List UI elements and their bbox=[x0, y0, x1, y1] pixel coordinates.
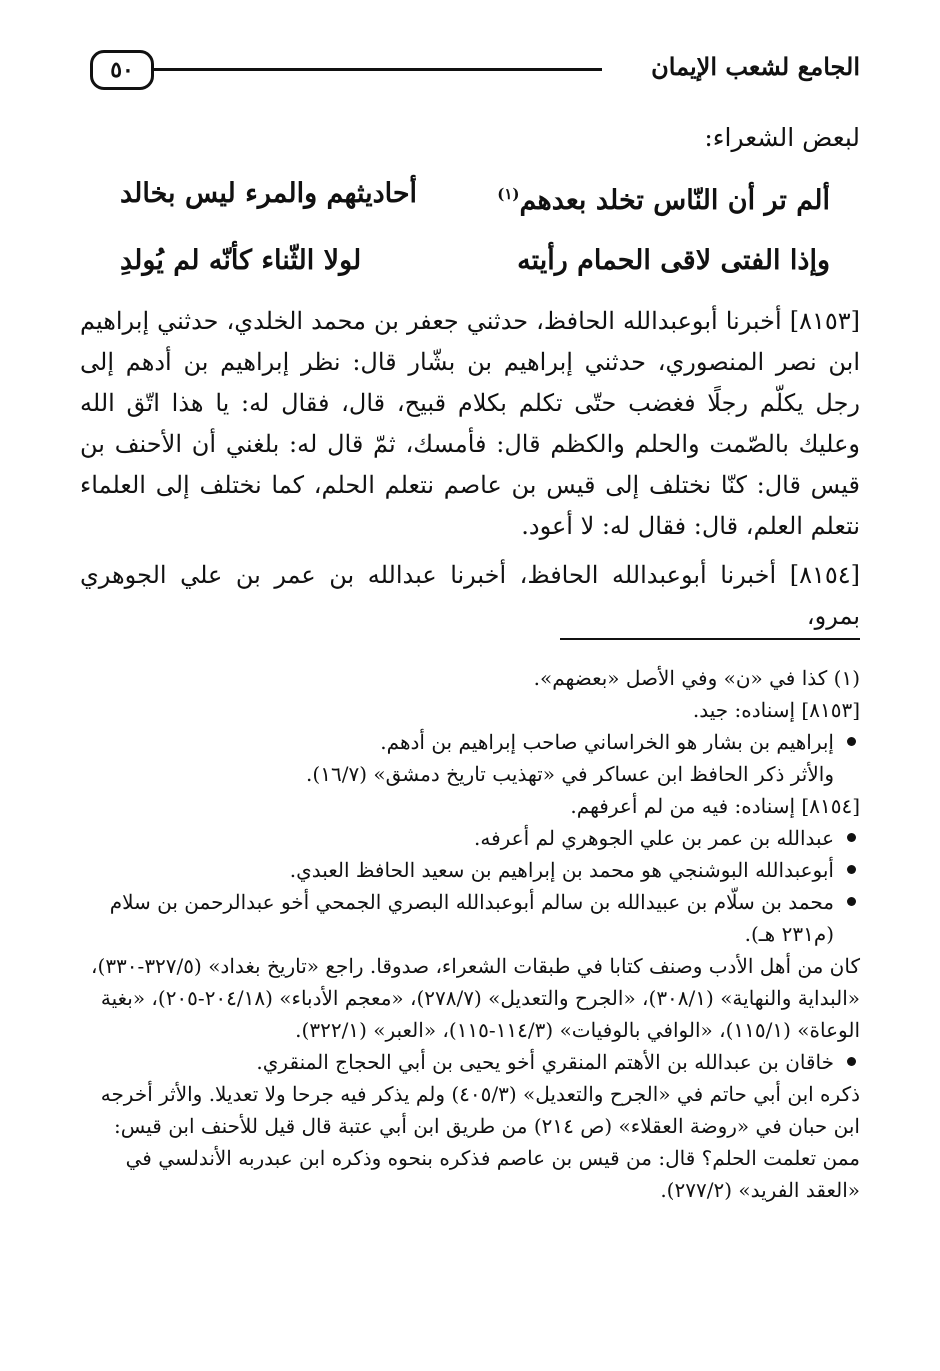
verse-2-second-hemistich: لولا الثّناء كأنّه لم يُولدِ bbox=[120, 245, 362, 276]
footnotes bbox=[80, 662, 860, 1206]
poem bbox=[80, 164, 860, 291]
list-item bbox=[80, 1046, 834, 1078]
paragraph-8153: [٨١٥٣] أخبرنا أبوعبدالله الحافظ، حدثني جعفر بن محمد الخلدي، حدثني إبراهيم ابن نصر المنصوري، حدثني إبراهيم بن بشّار قال: نظر إبراهيم بن أدهم إلى رجل يكلّم رجلًا فغضب حتّى تكلم بكلام قبيح، قال، فقال له: يا هذا اتّق الله وعليك بالصّمت والحلم والكظم قال: فأمسك، ثمّ قال له: بلغني أن الأحنف بن قيس قال: كنّا نختلف إلى قيس بن عاصم نتعلم الحلم، كما نختلف إلى العلماء نتعلم العلم، قال: فقال له: لا أعود. bbox=[80, 307, 860, 540]
bullet-icon bbox=[847, 1057, 856, 1066]
footnote-8154-heading: [٨١٥٤] إسناده: فيه من لم أعرفهم. bbox=[570, 794, 860, 818]
footnote-separator bbox=[560, 638, 860, 640]
running-title: الجامع لشعب الإيمان bbox=[651, 52, 860, 81]
list-item bbox=[80, 886, 834, 950]
bullet-icon bbox=[847, 737, 856, 746]
footnote-8154-item-4: خاقان بن عبدالله بن الأهتم المنقري أخو يحيى بن أبي الحجاج المنقري. bbox=[256, 1050, 834, 1074]
poem-verse-2 bbox=[80, 231, 860, 291]
verse-2-first-hemistich: وإذا الفتى لاقى الحمام رأيته bbox=[517, 245, 830, 276]
poem-verse-1 bbox=[80, 164, 860, 231]
verse-1-first-hemistich bbox=[497, 164, 830, 231]
footnote-8154-list bbox=[80, 822, 860, 950]
footnote-8153-note: والأثر ذكر الحافظ ابن عساكر في «تهذيب تاريخ دمشق» (١٦/٧). bbox=[306, 762, 834, 786]
main-text bbox=[80, 118, 860, 645]
page-number: ٥٠ bbox=[90, 50, 154, 90]
footnote-8153-heading: [٨١٥٣] إسناده: جيد. bbox=[692, 698, 860, 722]
poem-intro: لبعض الشعراء: bbox=[704, 123, 860, 152]
verse-1-second-hemistich: أحاديثهم والمرء ليس بخالد bbox=[120, 178, 418, 209]
verse-1-first-text: ألم تر أن النّاس تخلد بعدهم bbox=[519, 185, 830, 216]
list-item bbox=[80, 726, 834, 758]
footnote-8154-item-4-note: ذكره ابن أبي حاتم في «الجرح والتعديل» (٤٠٥/٣) ولم يذكر فيه جرحا ولا تعديلا. والأثر أخرجه ابن حبان في «روضة العقلاء» (ص ٢١٤) من طريق ابن أبي عتبة قال قيل للأحنف ابن قيس: ممن تعلمت الحلم؟ قال: من قيس بن عاصم فذكره بنحوه وذكره ابن عبدربه الأندلسي في «العقد الفريد» (٢٧٧/٢). bbox=[100, 1082, 860, 1202]
bullet-icon bbox=[847, 897, 856, 906]
bullet-icon bbox=[847, 865, 856, 874]
bullet-icon bbox=[847, 833, 856, 842]
footnote-8154-item-1: عبدالله بن عمر بن علي الجوهري لم أعرفه. bbox=[474, 826, 834, 850]
page-header bbox=[70, 40, 860, 100]
paragraph-8154: [٨١٥٤] أخبرنا أبوعبدالله الحافظ، أخبرنا عبدالله بن عمر بن علي الجوهري بمرو، bbox=[80, 561, 860, 630]
list-item bbox=[80, 822, 834, 854]
footnote-mark-1: (١) bbox=[497, 185, 520, 203]
header-rule bbox=[154, 68, 602, 71]
footnote-8154-item-2: أبوعبدالله البوشنجي هو محمد بن إبراهيم بن سعيد الحافظ العبدي. bbox=[289, 858, 834, 882]
footnote-8153-item-1: إبراهيم بن بشار هو الخراساني صاحب إبراهيم بن أدهم. bbox=[380, 730, 834, 754]
footnote-1: (١) كذا في «ن» وفي الأصل «بعضهم». bbox=[533, 666, 860, 690]
footnote-8153-list bbox=[80, 726, 860, 758]
footnote-8154-item-3: محمد بن سلّام بن عبيدالله بن سالم أبوعبدالله البصري الجمحي أخو عبدالرحمن بن سلام (م٢٣١ هـ). bbox=[109, 890, 834, 946]
footnote-8154-list-2 bbox=[80, 1046, 860, 1078]
list-item bbox=[80, 854, 834, 886]
footnote-8154-item-3-note: كان من أهل الأدب وصنف كتابا في طبقات الشعراء، صدوقا. راجع «تاريخ بغداد» (٣٢٧/٥-٣٣٠)، «البداية والنهاية» (٣٠٨/١)، «الجرح والتعديل» (٢٧٨/٧)، «معجم الأدباء» (٢٠٤/١٨-٢٠٥)، «بغية الوعاة» (١١٥/١)، «الوافي بالوفيات» (١١٤/٣-١١٥)، «العبر» (٣٢٢/١). bbox=[91, 954, 860, 1042]
